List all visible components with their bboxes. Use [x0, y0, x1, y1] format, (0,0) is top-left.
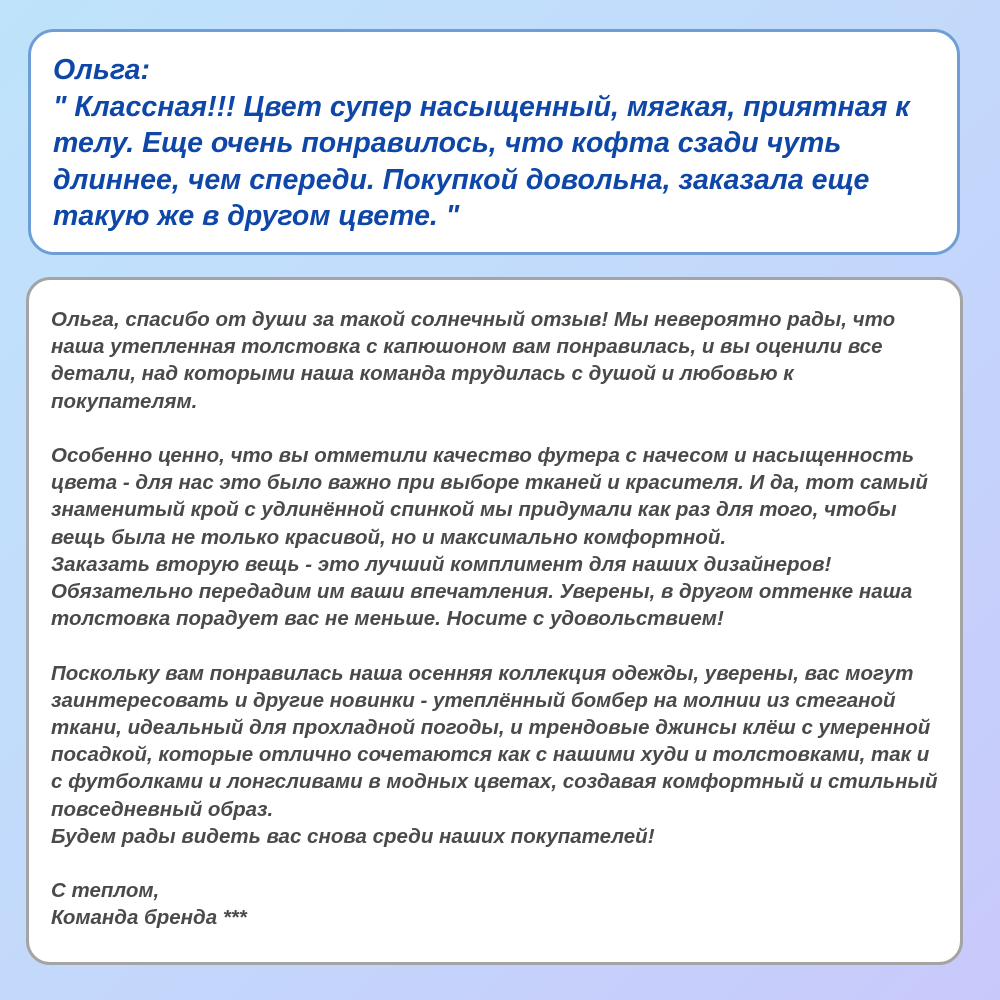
brand-reply-card — [26, 277, 963, 965]
reply-paragraph-thanks: Ольга, спасибо от души за такой солнечный отзыв! Мы невероятно рады, что наша утепленная толстовка с капюшоном вам понравилась, и вы оценили все детали, над которыми наша команда трудилась с душой и любовью к покупателям. — [51, 308, 896, 413]
reply-paragraph-recommendations: Поскольку вам понравилась наша осенняя коллекция одежды, уверены, вас могут заинтересовать и другие новинки - утеплённый бомбер на молнии из стеганой ткани, идеальный для прохладной погоды, и трендовые джинсы клёш с умеренной посадкой, которые отлично сочетаются как с нашими худи и толстовками, так и с футболками и лонгсливами в модных цветах, создавая комфортный и стильный повседневный образ. — [51, 661, 938, 821]
paragraph-spacer — [51, 632, 940, 659]
customer-review-card — [28, 29, 960, 255]
review-text: " Классная!!! Цвет супер насыщенный, мягкая, приятная к телу. Еще очень понравилось, что кофта сзади чуть длиннее, чем спереди. Покупкой довольна, заказала еще такую же в другом цвете. " — [53, 90, 910, 232]
reply-paragraph-second-order: Заказать вторую вещь - это лучший комплимент для наших дизайнеров! Обязательно передадим им ваши впечатления. Уверены, в другом оттенке наша толстовка порадует вас не меньше. Носите с удовольствием! — [51, 552, 913, 631]
paragraph-spacer — [51, 850, 940, 877]
reply-paragraph-quality: Особенно ценно, что вы отметили качество футера с начесом и насыщенность цвета - для нас это было важно при выборе тканей и красителя. И да, тот самый знаменитый крой с удлинённой спинкой мы придумали как раз для того, чтобы вещь была не только красивой, но и максимально комфортной. — [51, 444, 928, 549]
reply-signature: Команда бренда *** — [51, 906, 247, 930]
reply-closing: С теплом, — [51, 879, 160, 903]
review-author: Ольга: — [53, 54, 150, 86]
paragraph-spacer — [51, 415, 940, 442]
reply-paragraph-invitation: Будем рады видеть вас снова среди наших покупателей! — [51, 824, 655, 848]
